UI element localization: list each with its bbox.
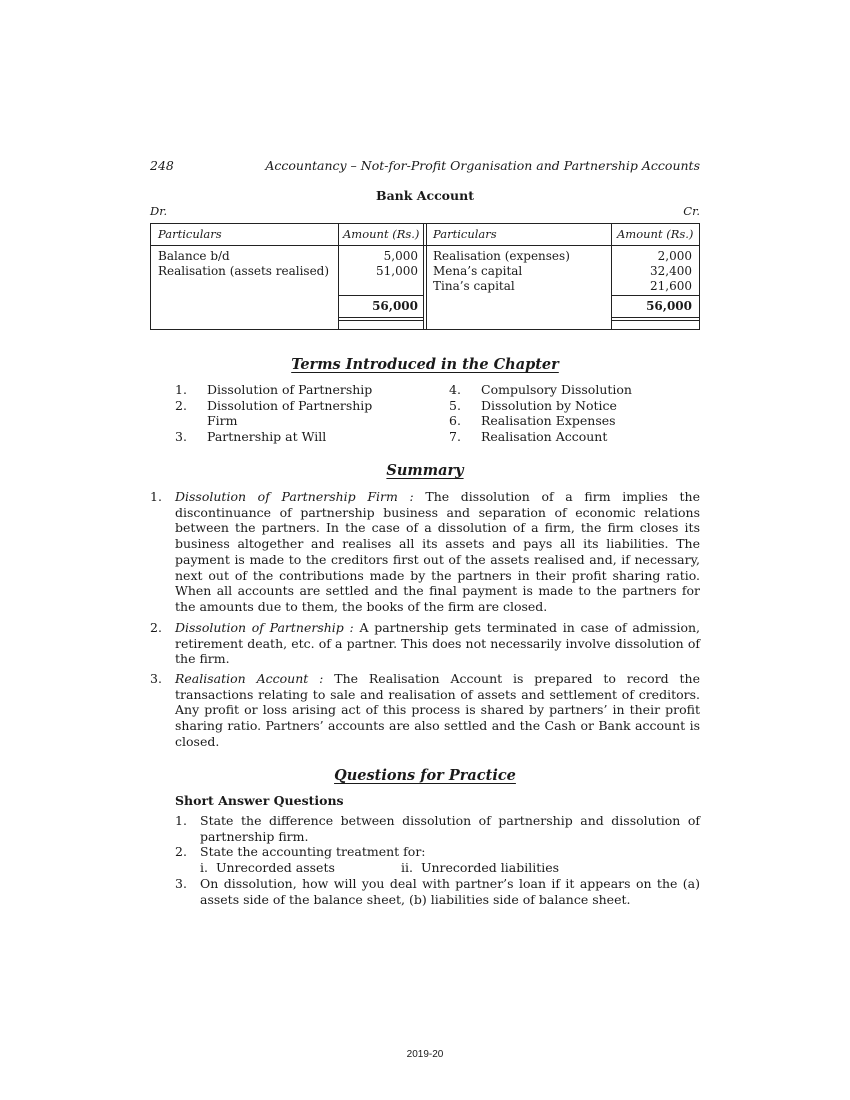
bank-account-title: Bank Account bbox=[376, 188, 474, 203]
summary-term: Dissolution of Partnership : bbox=[175, 620, 354, 635]
debit-total-double-rule bbox=[338, 320, 423, 321]
credit-particular: Mena’s capital bbox=[433, 264, 523, 278]
question-item: 2. State the accounting treatment for: bbox=[175, 844, 426, 859]
page-footer: 2019-20 bbox=[406, 1049, 444, 1060]
debit-amount: 5,000 bbox=[383, 249, 418, 263]
summary-term: Realisation Account : bbox=[175, 671, 324, 686]
credit-total: 56,000 bbox=[646, 299, 692, 313]
practice-heading: Questions for Practice bbox=[334, 767, 516, 784]
running-title: Accountancy – Not-for-Profit Organisation and Partnership Accounts bbox=[265, 158, 700, 173]
question-item: 1. State the difference between dissolution of partnership and dissolution of partnership firm. bbox=[175, 813, 700, 844]
column-divider bbox=[611, 224, 612, 329]
summary-term: Dissolution of Partnership Firm : bbox=[175, 489, 414, 504]
credit-total-double-rule bbox=[611, 320, 699, 321]
summary-item: 3. Realisation Account : The Realisation Account is prepared to record the transactions relating to sale and realisation of assets and settlement of creditors. Any profit or loss arising act of this process is shared by partners’ in their profit sharing ratio. Partners’ accounts are also settled and the Cash or Bank account is closed. bbox=[150, 671, 701, 749]
debit-particulars-header: Particulars bbox=[158, 227, 222, 241]
question-option: ii. Unrecorded liabilities bbox=[401, 860, 560, 875]
summary-item: 1. Dissolution of Partnership Firm : The dissolution of a firm implies the discontinuance of partnership business and separation of economic relations between the partners. In the case of a dissolution of a firm, the firm closes its business altogether and realises all its assets and pays all its liabilities. The payment is made to the creditors first out of the assets realised and, if necessary, next out of the contributions made by the partners in their profit sharing ratio. When all accounts are settled and the final payment is made to the partners for the amounts due to them, the books of the firm are closed. bbox=[150, 489, 700, 614]
question-option: i. Unrecorded assets bbox=[200, 860, 335, 875]
credit-amount: 21,600 bbox=[650, 279, 692, 293]
page-number: 248 bbox=[150, 158, 174, 173]
credit-amount: 2,000 bbox=[657, 249, 692, 263]
summary-text: The dissolution of a firm implies the discontinuance of partnership business and separation of economic relations between the partners. In the case of a dissolution of a firm, the firm closes its business altogether and realises all its assets and pays all its liabilities. The payment is made to the creditors first out of the assets realised and, if necessary, next out of the contributions made by the partners in their profit sharing ratio. When all accounts are settled and the final payment is made to the partners for the amounts due to them, the books of the firm are closed. bbox=[175, 489, 700, 614]
debit-particular: Realisation (assets realised) bbox=[158, 264, 330, 278]
credit-particulars-header: Particulars bbox=[433, 227, 497, 241]
summary-heading: Summary bbox=[386, 462, 464, 479]
debit-total-double-rule bbox=[338, 317, 423, 318]
dr-label: Dr. bbox=[150, 204, 168, 218]
credit-total-rule bbox=[611, 295, 699, 296]
bank-account-table bbox=[150, 223, 700, 330]
question-item: 3. On dissolution, how will you deal with partner’s loan if it appears on the (a) assets side of the balance sheet, (b) liabilities side of balance sheet. bbox=[175, 876, 700, 907]
credit-particular: Tina’s capital bbox=[433, 279, 515, 293]
credit-amount: 32,400 bbox=[650, 264, 692, 278]
summary-text: A partnership gets terminated in case of admission, retirement death, etc. of a partner. This does not necessarily involve dissolution of the firm. bbox=[175, 620, 701, 667]
header-rule bbox=[151, 245, 699, 246]
summary-item: 2. Dissolution of Partnership : A partnership gets terminated in case of admission, retirement death, etc. of a partner. This does not necessarily involve dissolution of the firm. bbox=[150, 620, 701, 667]
debit-particular: Balance b/d bbox=[158, 249, 230, 263]
credit-particular: Realisation (expenses) bbox=[433, 249, 570, 263]
cr-label: Cr. bbox=[683, 204, 700, 218]
center-divider bbox=[423, 224, 424, 329]
short-answer-subheading: Short Answer Questions bbox=[175, 793, 344, 808]
debit-total: 56,000 bbox=[372, 299, 418, 313]
summary-text: The Realisation Account is prepared to record the transactions relating to sale and realisation of assets and settlement of creditors. Any profit or loss arising act of this process is shared by partners’ in their profit sharing ratio. Partners’ accounts are also settled and the Cash or Bank account is closed. bbox=[175, 671, 701, 749]
debit-total-rule bbox=[338, 295, 423, 296]
column-divider bbox=[338, 224, 339, 329]
debit-amount: 51,000 bbox=[376, 264, 418, 278]
terms-heading: Terms Introduced in the Chapter bbox=[291, 356, 559, 373]
credit-amount-header: Amount (Rs.) bbox=[617, 227, 694, 241]
center-divider bbox=[426, 224, 427, 329]
credit-total-double-rule bbox=[611, 317, 699, 318]
debit-amount-header: Amount (Rs.) bbox=[343, 227, 420, 241]
